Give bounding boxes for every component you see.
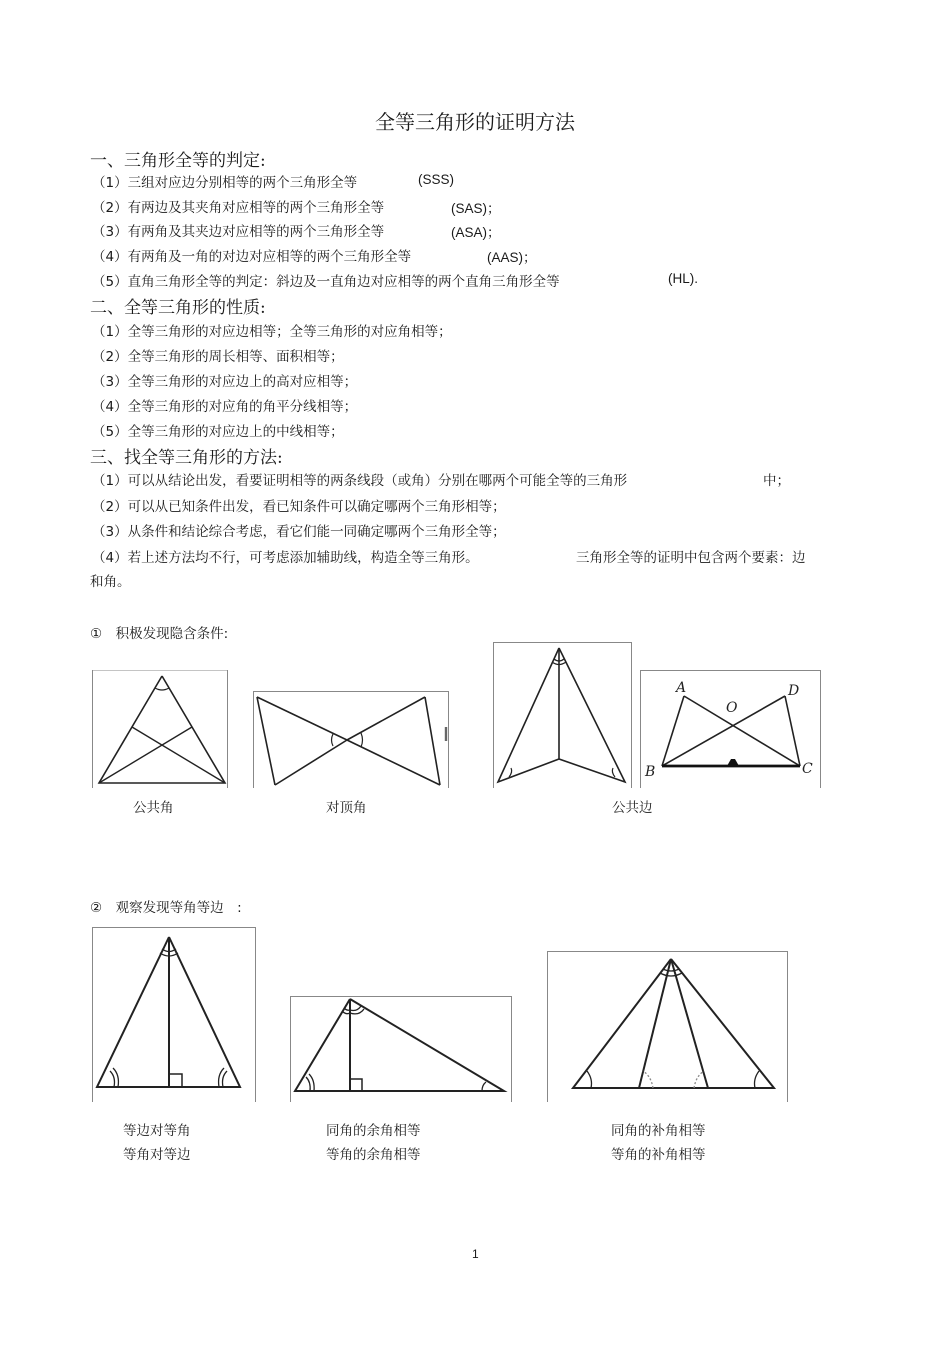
caption-vertical-angles: 对顶角 — [326, 800, 367, 816]
s1-item-3: （3）有两角及其夹边对应相等的两个三角形全等 — [92, 224, 385, 240]
page-number: 1 — [472, 1247, 479, 1261]
figure-right-triangle-altitude — [290, 996, 512, 1102]
s1-code-3: (ASA)； — [451, 225, 501, 240]
caption-common-side: 公共边 — [612, 800, 653, 816]
part2-heading: ② 观察发现等角等边 : — [90, 900, 242, 916]
section2-heading: 二、全等三角形的性质: — [90, 298, 266, 318]
s3-item-4-tail: 三角形全等的证明中包含两个要素：边 — [576, 550, 806, 566]
s1-item-5: （5）直角三角形全等的判定：斜边及一直角边对应相等的两个直角三角形全等 — [92, 274, 560, 290]
section3-heading: 三、找全等三角形的方法: — [90, 448, 283, 468]
caption-2-line2: 等角的余角相等 — [326, 1147, 421, 1163]
s3-item-1: （1）可以从结论出发，看要证明相等的两条线段（或角）分别在哪两个可能全等的三角形 — [92, 473, 628, 489]
caption-common-angle: 公共角 — [133, 800, 174, 816]
s1-item-4: （4）有两角及一角的对边对应相等的两个三角形全等 — [92, 249, 412, 265]
s3-item-3: （3）从条件和结论综合考虑，看它们能一同确定哪两个三角形全等； — [92, 524, 506, 540]
s2-item-1: （1）全等三角形的对应边相等；全等三角形的对应角相等； — [92, 324, 452, 340]
s1-item-2: （2）有两边及其夹角对应相等的两个三角形全等 — [92, 200, 385, 216]
part1-heading: ① 积极发现隐含条件: — [90, 626, 229, 642]
page-title: 全等三角形的证明方法 — [375, 110, 575, 134]
figure-common-angle — [92, 670, 228, 788]
s1-code-4: (AAS)； — [487, 250, 537, 265]
figure-common-side-kite — [493, 642, 632, 788]
figure-vertical-angles — [253, 691, 449, 788]
s2-item-2: （2）全等三角形的周长相等、面积相等； — [92, 349, 344, 365]
s1-code-5: (HL). — [668, 271, 698, 286]
section1-heading: 一、三角形全等的判定: — [90, 151, 266, 171]
caption-2-line1: 同角的余角相等 — [326, 1123, 421, 1139]
s1-item-1: （1）三组对应边分别相等的两个三角形全等 — [92, 175, 358, 191]
s1-code-1: (SSS) — [418, 172, 455, 187]
figure-labeled-bowtie — [640, 670, 821, 788]
s3-item-1-tail: 中； — [763, 473, 790, 489]
s1-code-2: (SAS)； — [451, 201, 501, 216]
s2-item-4: （4）全等三角形的对应角的角平分线相等； — [92, 399, 358, 415]
caption-1-line1: 等边对等角 — [123, 1123, 191, 1139]
caption-1-line2: 等角对等边 — [123, 1147, 191, 1163]
s3-item-4: （4）若上述方法均不行，可考虑添加辅助线，构造全等三角形。 — [92, 550, 479, 566]
s2-item-5: （5）全等三角形的对应边上的中线相等； — [92, 424, 344, 440]
label-b: B — [645, 764, 656, 780]
figure-isosceles-altitude — [92, 927, 256, 1102]
caption-3-line1: 同角的补角相等 — [611, 1123, 706, 1139]
s2-item-3: （3）全等三角形的对应边上的高对应相等； — [92, 374, 358, 390]
label-o: O — [726, 700, 738, 716]
label-a: A — [676, 680, 687, 696]
figure-supplementary-angles — [547, 951, 788, 1102]
s3-item-2: （2）可以从已知条件出发，看已知条件可以确定哪两个三角形相等； — [92, 499, 506, 515]
s3-item-4-line2: 和角。 — [90, 574, 131, 590]
caption-3-line2: 等角的补角相等 — [611, 1147, 706, 1163]
label-d: D — [788, 683, 800, 699]
label-c: C — [802, 761, 813, 777]
